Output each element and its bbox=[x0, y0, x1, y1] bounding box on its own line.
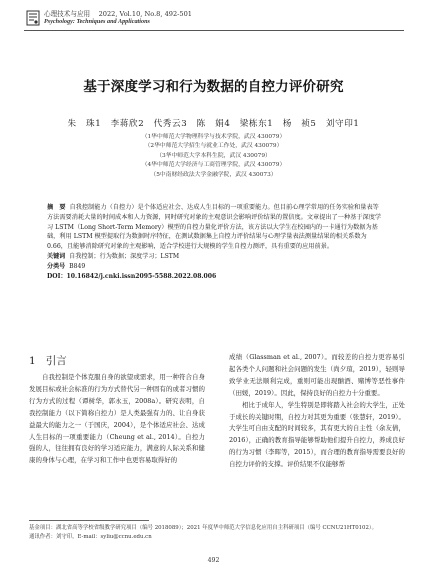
keywords-label: 关键词 bbox=[47, 252, 66, 260]
footnote-correspondence: 通讯作者：刘守印，E-mail：syliu@ccnu.edu.cn bbox=[29, 533, 152, 540]
affiliation: （3华中师范大学本科生院，武汉 430079） bbox=[156, 152, 271, 159]
doi-value: DOI：10.16842/j.cnki.issn2095-5588.2022.08.006 bbox=[47, 272, 217, 280]
journal-logo-icon bbox=[26, 10, 40, 26]
author-list: 朱 珠1 李蒋欣2 代秀云3 陈 娟4 梁栋东1 杨 祯5 刘守印1 bbox=[67, 119, 360, 129]
body-column-right bbox=[229, 352, 405, 471]
affiliation: （1华中师范大学物理科学与技术学院，武汉 430079） bbox=[141, 134, 286, 140]
abstract-paragraph bbox=[47, 203, 382, 252]
body-paragraph: 成绩（Glassman et al., 2007）。而较差的自控力更容易引起各类个人问题和社会问题的发生（尚夕瑄，2019），轻则导致学业无法顺利完成，重则可能出现酗酒、赌博等恶性事件（田媛，2019）。因此，保持良好的自控力十分重要。 bbox=[229, 353, 405, 397]
section-heading bbox=[29, 353, 67, 368]
doi-line bbox=[47, 272, 382, 282]
affiliation-list bbox=[0, 133, 427, 180]
footnote-funding: 基金项目：湖北省高等学校省级教学研究项目（编号 2018089）；2021 年度华中师范大学信息化应用自主科研项目（编号 CCNU21HT0102）。 bbox=[29, 525, 377, 531]
paper-title: 基于深度学习和行为数据的自控力评价研究 bbox=[83, 79, 344, 95]
section-number: 1 bbox=[29, 355, 36, 367]
journal-name-en: Psychology: Techniques and Applications bbox=[44, 18, 150, 25]
classification-value: B849 bbox=[69, 262, 86, 270]
affiliation: （2华中师范大学招生与就业工作处，武汉 430079） bbox=[144, 143, 283, 150]
keywords-value: 自我控制；行为数据；深度学习；LSTM bbox=[69, 252, 180, 260]
body-paragraph: 自我控制是个体克服自身的欲望或需求，用一种符合自身发展目标或社会标准的行为方式替代另一种固有的或者习惯的行为方式的过程（谭树华，郭永玉，2008a）。研究表明，自我控制能力（以下简称自控力）是人类最强有力的、让自身获益最大的能力之一（于国庆，2004），是个体适应社会、达成人生目标的一项重要能力（Cheung et al., 2014）。自控力强的人，往往拥有良好的学习适应能力，满意的人际关系和健康的身体与心理，在学习和工作中也更容易取得好的 bbox=[29, 373, 205, 465]
section-title: 引言 bbox=[45, 355, 67, 367]
affiliation: （4华中师范大学经济与工商管理学院，武汉 430079） bbox=[141, 162, 286, 169]
journal-name-cn: 心理技术与应用 bbox=[44, 10, 91, 18]
journal-citation: 2022, Vol.10, No.8, 492-501 bbox=[98, 10, 192, 18]
classification-label: 分类号 bbox=[47, 262, 66, 270]
journal-citation-line bbox=[44, 8, 192, 18]
keywords-line bbox=[47, 252, 382, 262]
affiliation: （5中南财经政法大学金融学院，武汉 430073） bbox=[150, 171, 277, 178]
footnote-rule bbox=[29, 520, 149, 521]
abstract-text: 自我控制能力（自控力）是个体适应社会、达成人生目标的一项重要能力。但目前心理学常用的任务实验和量表等方法需要消耗大量的时间成本和人力资源，同时研究对象的主观意识会影响评价结果的置信度。文章提出了一种基于深度学习 LSTM（Long Short-Term Memory）模型的自控力量化评价方法，该方法以大学生在校园内的一卡通行为数据为基础，利用 LSTM 模型提取行为数据时序特征，在测试数据集上自控力评价结果与心理学量表法测量结果的相关系数为 0.66，且能够消除研究对象的主观影响，适合学校进行大规模的学生自控力测评，具有重要的应用前景。 bbox=[47, 204, 382, 251]
body-paragraph: 相比于成年人，学生特别是即将踏入社会的大学生，正处于成长的关键时期，自控力对其更为重要（张慧轩，2019）。大学生可自由支配的时间较多，其有更大的自主性（余友倩，2016），正确的教育指导能够帮助他们提升自控力，养成良好的行为习惯（李晖等，2015），而合理的教育指导需要良好的自控力评价的支撑。评价结果不仅能够帮 bbox=[229, 400, 405, 469]
header-rule bbox=[24, 30, 404, 31]
classification-line bbox=[47, 262, 382, 272]
page-number: 492 bbox=[207, 557, 220, 564]
abstract-block bbox=[47, 203, 382, 281]
footnotes bbox=[29, 524, 405, 541]
body-column-left bbox=[29, 372, 205, 467]
abstract-label: 摘 要 bbox=[47, 204, 66, 211]
